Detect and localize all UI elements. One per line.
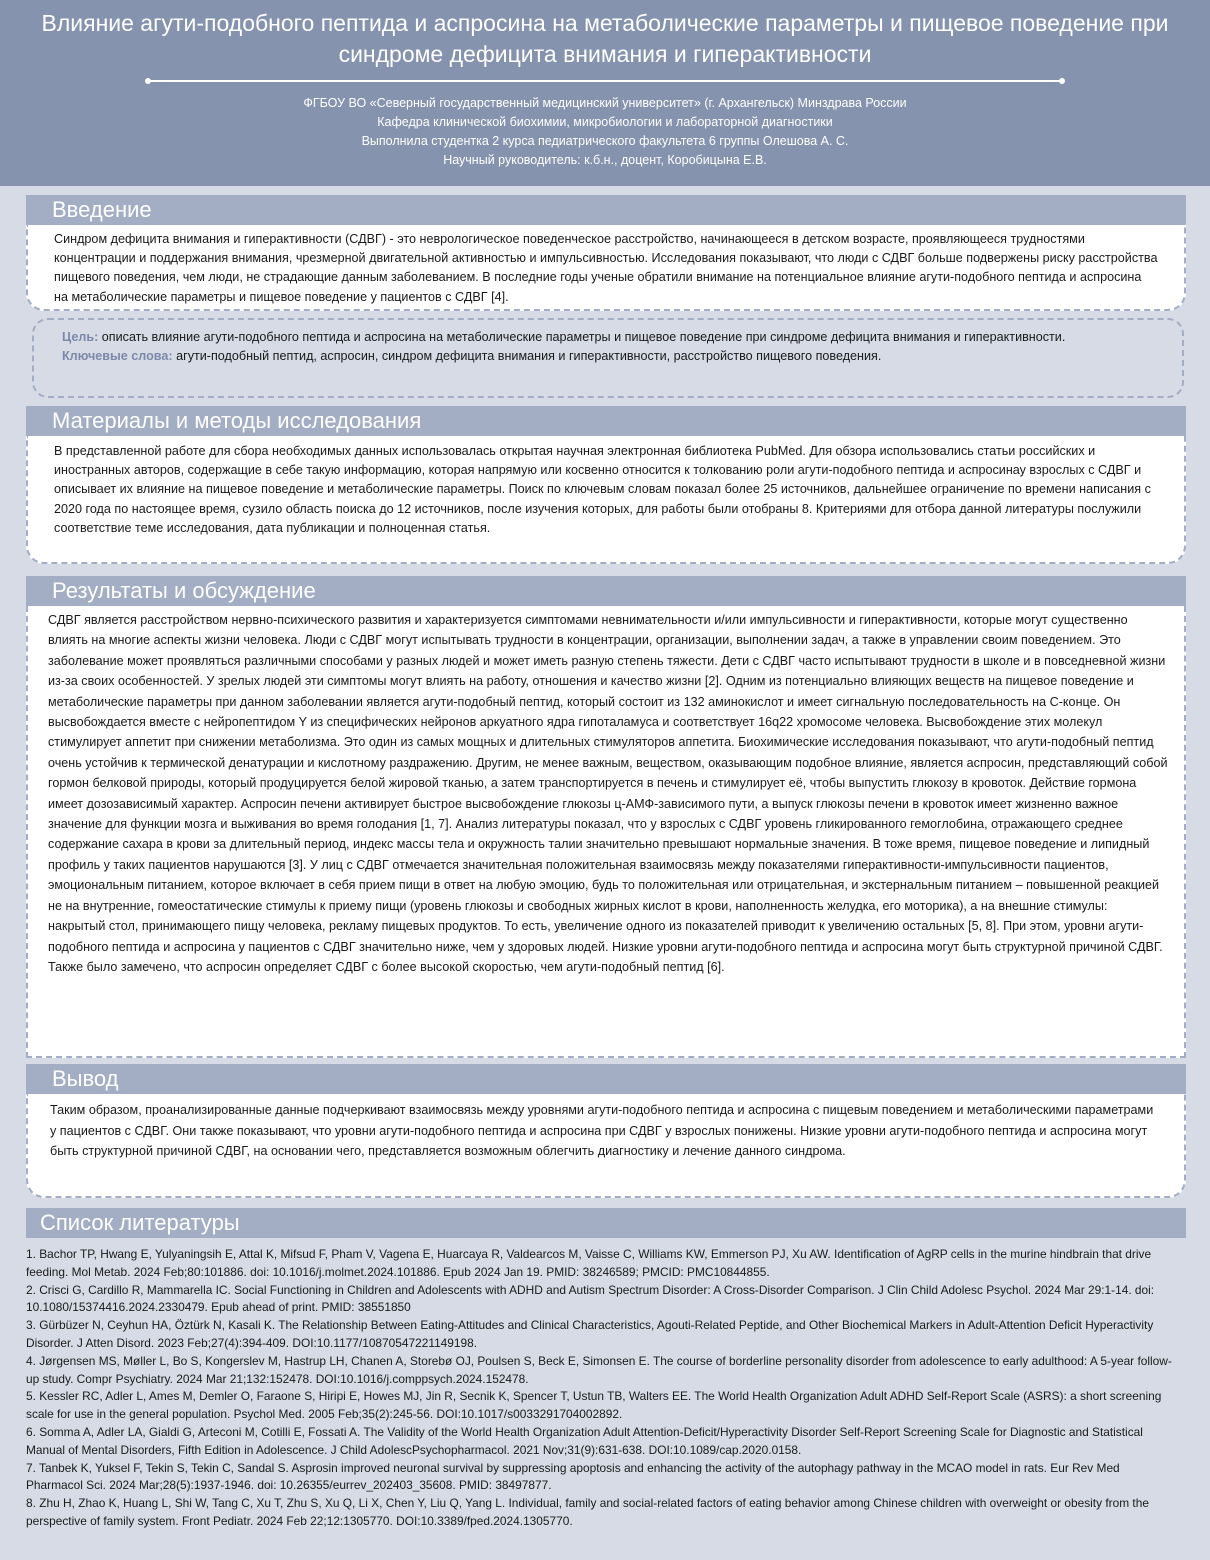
affiliation-author: Выполнила студентка 2 курса педиатрического факультета 6 группы Олешова А. С. <box>361 134 849 148</box>
conclusion-text: Таким образом, проанализированные данные подчеркивают взаимосвязь между уровнями агути-подобного пептида и аспросина с пищевым поведением и метаболическими параметрами у пациентов с СДВГ. Они также показывают, что уровни агути-подобного пептида и аспросина при СДВГ у взрослых понижены. Низкие уровни агути-подобного пептида и аспросина могут быть структурной причиной СДВГ, на основании чего, представляется возможным облегчить диагностику и лечение данного синдрома. <box>50 1103 1154 1159</box>
references-heading: Список литературы <box>26 1208 1186 1238</box>
methods-text: В представленной работе для сбора необходимых данных использовалась открытая научная электронная библиотека PubMed. Для обзора использовались статьи российских и иностранных авторов, содержащие в себе такую информацию, которая напрямую или косвенно относится к толкованию роли агути-подобного пептида и аспросинау взрослых с СДВГ и описывает их влияние на пищевое поведение и метаболические параметры. Поиск по ключевым словам показал более 25 источников, дальнейшее ограничение по времени написания с 2020 года по настоящее время, сузило область поиска до 12 источников, после изучения которых, для работы были отобраны 8. Критериями для отбора данной литературы послужили соответствие теме исследования, дата публикации и полноценная статья. <box>54 444 1151 535</box>
reference-item: 3. Gürbüzer N, Ceyhun HA, Öztürk N, Kasali K. The Relationship Between Eating-Attitudes and Clinical Characteristics, Agouti-Related Peptide, and Other Biochemical Markers in Adult-Attention Deficit Hyperactivity Disorder. J Atten Disord. 2023 Feb;27(4):394-409. DOI:10.1177/10870547221149198. <box>26 1318 1154 1350</box>
goal-section <box>32 318 1184 398</box>
goal-line <box>62 328 1154 347</box>
affiliation-department: Кафедра клинической биохимии, микробиологии и лабораторной диагностики <box>377 115 833 129</box>
goal-text: описать влияние агути-подобного пептида и аспросина на метаболические параметры и пищевое поведение при синдроме дефицита внимания и гиперактивности. <box>98 330 1066 344</box>
keywords-line <box>62 347 1154 366</box>
intro-section <box>26 225 1186 311</box>
keywords-label: Ключевые слова: <box>62 349 173 363</box>
results-text: СДВГ является расстройством нервно-психического развития и характеризуется симптомами невнимательности и/или импульсивности и гиперактивности, которые могут существенно влиять на многие аспекты жизни человека. Люди с СДВГ могут испытывать трудности в концентрации, организации, выполнении задач, а также в управлении своим поведением. Это заболевание может проявляться различными способами у разных людей и может иметь разную степень тяжести. Дети с СДВГ часто испытывают трудности в школе и в повседневной жизни из-за своих особенностей. У зрелых людей эти симптомы могут влиять на работу, отношения и качество жизни [2]. Одним из потенциально влияющих веществ на пищевое поведение и метаболические параметры при данном заболевании является агути-подобный пептид, который состоит из 132 аминокислот и имеет сигнальную последовательность на С-конце. Он высвобождается вместе с нейропептидом Y из специфических нейронов аркуатного ядра гипоталамуса и соответствует 16q22 хромосоме человека. Высвобождение этих молекул стимулирует аппетит при снижении метаболизма. Это один из самых мощных и длительных стимуляторов аппетита. Биохимические исследования показывают, что агути-подобный пептид очень устойчив к термической денатурации и кислотному раздражению. Другим, не менее важным, веществом, оказывающим подобное влияние, является аспросин, представляющий собой гормон белковой природы, который продуцируется белой жировой тканью, а затем транспортируется в печень и стимулирует её, чтобы выпустить глюкозу в кровоток. Действие гормона имеет дозозависимый характер. Аспросин печени активирует быстрое высвобождение глюкозы ц-АМФ-зависимого пути, а выпуск глюкозы печени в кровоток имеет жизненно важное значение для функции мозга и выживания во время голодания [1, 7]. Анализ литературы показал, что у взрослых с СДВГ уровень гликированного гемоглобина, отражающего среднее содержание сахара в крови за длительный период, индекс массы тела и окружность талии значительно превышают нормальные значения. В тоже время, пищевое поведение и липидный профиль у таких пациентов нарушаются [3]. У лиц с СДВГ отмечается значительная положительная взаимосвязь между показателями гиперактивности-импульсивности пациентов, эмоциональным питанием, которое включает в себя прием пищи в ответ на любую эмоцию, будь то положительная или отрицательная, и экстернальным питанием – повышенной реакцией не на внутренние, гомеостатические стимулы к приему пищи (уровень глюкозы и свободных жирных кислот в крови, наполненность желудка, его моторика), а на внешние стимулы: накрытый стол, принимающего пищу человека, рекламу пищевых продуктов. То есть, увеличение одного из показателей приводит к увеличению остальных [5, 8]. При этом, уровни агути-подобного пептида и аспросина у пациентов с СДВГ значительно ниже, чем у здоровых людей. Низкие уровни агути-подобного пептида и аспросина могут быть структурной причиной СДВГ. Также было замечено, что аспросин определяет СДВГ с более высокой скоростью, чем агути-подобный пептид [6]. <box>48 613 1168 974</box>
methods-heading: Материалы и методы исследования <box>26 406 1186 436</box>
results-heading: Результаты и обсуждение <box>26 576 1186 606</box>
methods-section <box>26 436 1186 564</box>
reference-item: 6. Somma A, Adler LA, Gialdi G, Arteconi M, Cotilli E, Fossati A. The Validity of the World Health Organization Adult Attention-Deficit/Hyperactivity Disorder Self-Report Screening Scale for Diagnostic and Statistical Manual of Mental Disorders, Fifth Edition in Adolescence. J Child AdolescPsychopharmacol. 2021 Nov;31(9):631-638. DOI:10.1089/cap.2020.0158. <box>26 1424 1143 1457</box>
affiliation-university: ФГБОУ ВО «Северный государственный медицинский университет» (г. Архангельск) Минздрава России <box>303 96 907 110</box>
reference-item: 2. Crisci G, Cardillo R, Mammarella IC. Social Functioning in Children and Adolescents with ADHD and Autism Spectrum Disorder: A Cross-Disorder Comparison. J Clin Child Adolesc Psychol. 2024 Mar 29:1-14. doi: 10.1080/15374416.2024.2330479. Epub ahead of print. PMID: 38551850 <box>26 1282 1155 1315</box>
affiliation-supervisor: Научный руководитель: к.б.н., доцент, Коробицына Е.В. <box>443 153 767 167</box>
poster-header <box>0 0 1210 186</box>
title-divider <box>148 80 1062 82</box>
results-section <box>26 606 1186 1058</box>
affiliation-block <box>40 94 1170 170</box>
reference-item: 8. Zhu H, Zhao K, Huang L, Shi W, Tang C, Xu T, Zhu S, Xu Q, Li X, Chen Y, Liu Q, Yang L. Individual, family and social-related factors of eating behavior among Chinese children with overweight or obesity from the perspective of family system. Front Pediatr. 2024 Feb 22;12:1305770. DOI:10.3389/fped.2024.1305770. <box>26 1496 1149 1528</box>
goal-label: Цель: <box>62 330 99 344</box>
conclusion-heading: Вывод <box>26 1064 1186 1094</box>
reference-item: 5. Kessler RC, Adler L, Ames M, Demler O, Faraone S, Hiripi E, Howes MJ, Jin R, Secnik K, Spencer T, Ustun TB, Walters EE. The World Health Organization Adult ADHD Self-Report Scale (ASRS): a short screening scale for use in the general population. Psychol Med. 2005 Feb;35(2):245-56. DOI:10.1017/s0033291704002892. <box>26 1389 1162 1422</box>
references-list <box>26 1246 1176 1531</box>
reference-item: 7. Tanbek K, Yuksel F, Tekin S, Tekin C, Sandal S. Asprosin improved neuronal survival by suppressing apoptosis and enhancing the activity of the autophagy pathway in the MCAO model in rats. Eur Rev Med Pharmacol Sci. 2024 Mar;28(5):1937-1946. doi: 10.26355/eurrev_202403_35608. PMID: 38497877. <box>26 1460 1120 1493</box>
reference-item: 1. Bachor TP, Hwang E, Yulyaningsih E, Attal K, Mifsud F, Pham V, Vagena E, Huarcaya R, Valdearcos M, Vaisse C, Williams KW, Emmerson PJ, Xu AW. Identification of AgRP cells in the murine hindbrain that drive feeding. Mol Metab. 2024 Feb;80:101886. doi: 10.1016/j.molmet.2024.101886. Epub 2024 Jan 19. PMID: 38246589; PMCID: PMC10844855. <box>26 1247 1152 1279</box>
intro-heading: Введение <box>26 195 1186 225</box>
keywords-text: агути-подобный пептид, аспросин, синдром дефицита внимания и гиперактивности, расстройство пищевого поведения. <box>172 349 882 363</box>
reference-item: 4. Jørgensen MS, Møller L, Bo S, Kongerslev M, Hastrup LH, Chanen A, Storebø OJ, Poulsen S, Beck E, Simonsen E. The course of borderline personality disorder from adolescence to early adulthood: A 5-year follow-up study. Compr Psychiatry. 2024 Mar 21;132:152478. DOI:10.1016/j.comppsych.2024.152478. <box>26 1353 1172 1386</box>
conclusion-section <box>26 1094 1186 1198</box>
intro-text: Синдром дефицита внимания и гиперактивности (СДВГ) - это неврологическое поведенческое расстройство, начинающееся в детском возрасте, проявляющееся трудностями концентрации и поддержания внимания, чрезмерной двигательной активностью и импульсивностью. Исследования показывают, что люди с СДВГ больше подвержены риску расстройства пищевого поведения, чем люди, не страдающие данным заболеванием. В последние годы ученые обратили внимание на потенциальное влияние агути-подобного пептида и аспросина на метаболические параметры и пищевое поведение у пациентов с СДВГ [4]. <box>54 232 1158 304</box>
poster-title: Влияние агути-подобного пептида и аспросина на метаболические параметры и пищевое поведение при синдроме дефицита внимания и гиперактивности <box>41 10 1169 67</box>
